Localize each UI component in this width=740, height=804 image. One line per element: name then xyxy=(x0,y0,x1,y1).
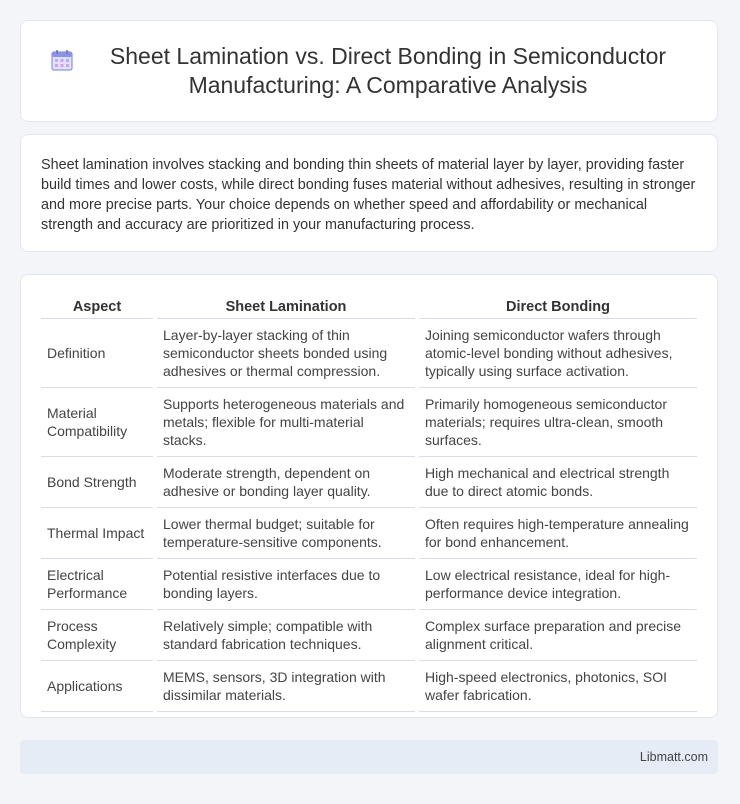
title-card xyxy=(20,20,718,122)
table-row xyxy=(41,508,697,559)
table-row xyxy=(41,319,697,388)
sheet-lamination-cell: MEMS, sensors, 3D integration with dissimilar materials. xyxy=(157,661,415,712)
comparison-table xyxy=(41,295,697,712)
direct-bonding-cell: Often requires high-temperature annealing for bond enhancement. xyxy=(419,508,697,559)
intro-text: Sheet lamination involves stacking and bonding thin sheets of material layer by layer, providing faster build times and lower costs, while direct bonding fuses material without adhesives, resulting in stronger and more precise parts. Your choice depends on whether speed and affordability or mechanical strength and accuracy are prioritized in your manufacturing process. xyxy=(41,157,696,233)
table-header-row xyxy=(41,295,697,319)
page-title: Sheet Lamination vs. Direct Bonding in Semiconductor Manufacturing: A Comparative Analysis xyxy=(109,43,667,98)
aspect-cell: Thermal Impact xyxy=(41,508,153,559)
table-row xyxy=(41,610,697,661)
footer-site-link[interactable]: Libmatt.com xyxy=(639,750,708,764)
aspect-cell: Applications xyxy=(41,661,153,712)
aspect-cell: Material Compatibility xyxy=(41,388,153,457)
direct-bonding-cell: Joining semiconductor wafers through atomic-level bonding without adhesives, typically using surface activation. xyxy=(419,319,697,388)
calendar-icon xyxy=(50,48,74,72)
sheet-lamination-cell: Supports heterogeneous materials and metals; flexible for multi-material stacks. xyxy=(157,388,415,457)
comparison-card xyxy=(20,274,718,718)
direct-bonding-cell: Primarily homogeneous semiconductor materials; requires ultra-clean, smooth surfaces. xyxy=(419,388,697,457)
table-row xyxy=(41,457,697,508)
sheet-lamination-cell: Potential resistive interfaces due to bonding layers. xyxy=(157,559,415,610)
header-sheet-lamination: Sheet Lamination xyxy=(157,295,415,319)
aspect-cell: Electrical Performance xyxy=(41,559,153,610)
table-row xyxy=(41,559,697,610)
sheet-lamination-cell: Moderate strength, dependent on adhesive or bonding layer quality. xyxy=(157,457,415,508)
sheet-lamination-cell: Layer-by-layer stacking of thin semiconductor sheets bonded using adhesives or thermal compression. xyxy=(157,319,415,388)
table-row xyxy=(41,661,697,712)
header-direct-bonding: Direct Bonding xyxy=(419,295,697,319)
direct-bonding-cell: High mechanical and electrical strength due to direct atomic bonds. xyxy=(419,457,697,508)
sheet-lamination-cell: Lower thermal budget; suitable for temperature-sensitive components. xyxy=(157,508,415,559)
aspect-cell: Definition xyxy=(41,319,153,388)
intro-card xyxy=(20,134,718,252)
direct-bonding-cell: Complex surface preparation and precise alignment critical. xyxy=(419,610,697,661)
direct-bonding-cell: High-speed electronics, photonics, SOI wafer fabrication. xyxy=(419,661,697,712)
direct-bonding-cell: Low electrical resistance, ideal for high-performance device integration. xyxy=(419,559,697,610)
aspect-cell: Process Complexity xyxy=(41,610,153,661)
footer xyxy=(20,740,718,774)
aspect-cell: Bond Strength xyxy=(41,457,153,508)
header-aspect: Aspect xyxy=(41,295,153,319)
sheet-lamination-cell: Relatively simple; compatible with standard fabrication techniques. xyxy=(157,610,415,661)
table-row xyxy=(41,388,697,457)
